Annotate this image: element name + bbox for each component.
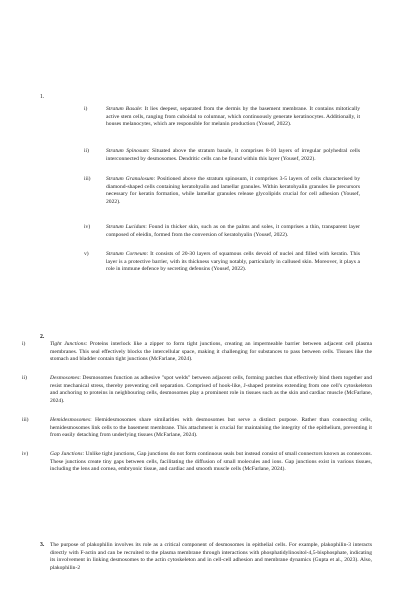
section-3-paragraph: The purpose of plakophilin involves its role as a critical component of desmosomes in epithelial cells. For example, plakophilin-3 interacts directly with F-actin and can be recruited to the plasma membrane through interactions with phosphatidylinositol-4,5-bisphosphate, indicating its involvement in linking desmosomes to the actin cytoskeleton and in cell-cell adhesion and membrane dynamics (Gupta et al., 2023). Also, plakophilin-2 <box>50 542 372 571</box>
term-label: Stratum Lucidum <box>106 224 146 230</box>
list-item-text <box>50 417 372 440</box>
list-item-numeral: ii) <box>22 375 27 381</box>
list-item-stratum-corneum <box>84 251 360 274</box>
list-item-gap-junctions <box>22 451 372 474</box>
list-item-stratum-lucidum <box>84 224 360 239</box>
list-item-text <box>50 341 372 364</box>
list-item-numeral: iv) <box>84 224 91 230</box>
list-item-numeral: iv) <box>22 451 29 457</box>
list-item-text <box>106 224 360 239</box>
list-item-stratum-spinosum <box>84 148 360 163</box>
term-description: : Unlike tight junctions, Gap junctions do not form continuous seals but instead consist of small connectors known as connexons. These junctions create tiny gaps between cells, facilitating the diffusion of small molecules and ions. Gap junctions exist in various tissues, including the lens and cornea, embryonic tissue, and cardiac and smooth muscle cells (McFarlane, 2024). <box>50 451 372 473</box>
section-3-number: 3. <box>40 542 45 548</box>
term-label: Stratum Basale <box>106 106 142 112</box>
list-item-stratum-granulosum <box>84 176 360 206</box>
list-item-numeral: iii) <box>22 417 29 423</box>
list-item-text <box>106 106 360 129</box>
term-description: : It consists of 20-30 layers of squamous cells devoid of nuclei and filled with keratin. This layer is a protective barrier, with its thickness varying notably, particularly in callused skin. Moreover, it plays a role in immune defence by secreting defensins (Yousef, 2022). <box>106 251 360 273</box>
list-item-desmosomes <box>22 375 372 405</box>
term-label: Stratum Corneum <box>106 251 147 257</box>
term-label: Gap Junctions <box>50 451 83 457</box>
list-item-numeral: v) <box>84 251 89 257</box>
list-item-text <box>50 451 372 474</box>
term-label: Stratum Granulosum <box>106 176 154 182</box>
term-label: Stratum Spinosum <box>106 148 148 154</box>
section-2-number: 2. <box>40 334 45 340</box>
term-description: : Hemidesmosomes share similarities with desmosomes but serve a distinct purpose. Rather than connecting cells, hemidesmosomes link cells to the basement membrane. This attachment is crucial for maintaining the integrity of the epithelium, preventing it from easily detaching from underlying tissues (McFarlane, 2024). <box>50 417 372 439</box>
term-description: : Found in thicker skin, such as on the palms and soles, it comprises a thin, transparent layer composed of eleidin, formed from the conversion of keratohyalin (Yousef, 2022). <box>106 224 360 238</box>
term-label: Tight Junctions <box>50 341 86 347</box>
term-description: : It lies deepest, separated from the dermis by the basement membrane. It contains mitotically active stem cells, ranging from cuboidal to columnar, which continuously generate keratinocytes. Additionally, it houses melanocytes, which are responsible for melanin production (Yousef, 2022). <box>106 106 361 128</box>
term-description: : Desmosomes function as adhesive "spot welds" between adjacent cells, forming patches that effectively bind them together and resist mechanical stress, thereby preventing cell separation. Comprised of hook-like, J-shaped proteins extending from one cell's cytoskeleton and anchoring to proteins in neighbouring cells, desmosomes play a prominent role in tissues such as the skin and cardiac muscle (McFarlane, 2024). <box>50 375 372 404</box>
list-item-numeral: ii) <box>84 148 89 154</box>
list-item-numeral: iii) <box>84 176 91 182</box>
list-item-numeral: i) <box>22 341 26 347</box>
list-item-text <box>106 148 360 163</box>
term-description: : Positioned above the stratum spinosum, it comprises 3-5 layers of cells characterised by diamond-shaped cells containing keratohyalin and lamellar granules. Within keratohyalin granules lie precursors necessary for keratin formation, while lamellar granules release glycolipids crucial for cell adhesion (Yousef, 2022). <box>106 176 360 205</box>
list-item-text <box>106 251 360 274</box>
term-label: Desmosomes <box>50 375 80 381</box>
section-1-number: 1. <box>40 94 45 100</box>
term-description: : Situated above the stratum basale, it comprises 8-10 layers of irregular polyhedral cells interconnected by desmosomes. Dendritic cells can be found within this layer (Yousef, 2022). <box>106 148 360 162</box>
list-item-hemidesmosomes <box>22 417 372 440</box>
list-item-text <box>50 375 372 405</box>
term-description: : Proteins interlock like a zipper to form tight junctions, creating an impermeable barrier between adjacent cell plasma membranes. This seal effectively blocks the intercellular space, making it challenging for substances to pass between cells. Tissues like the stomach and bladder contain tight junctions (McFarlane, 2024). <box>50 341 372 363</box>
term-label: Hemidesmosomes <box>50 417 91 423</box>
list-item-tight-junctions <box>22 341 372 364</box>
list-item-stratum-basale <box>84 106 360 129</box>
list-item-numeral: i) <box>84 106 88 112</box>
list-item-text <box>106 176 360 206</box>
